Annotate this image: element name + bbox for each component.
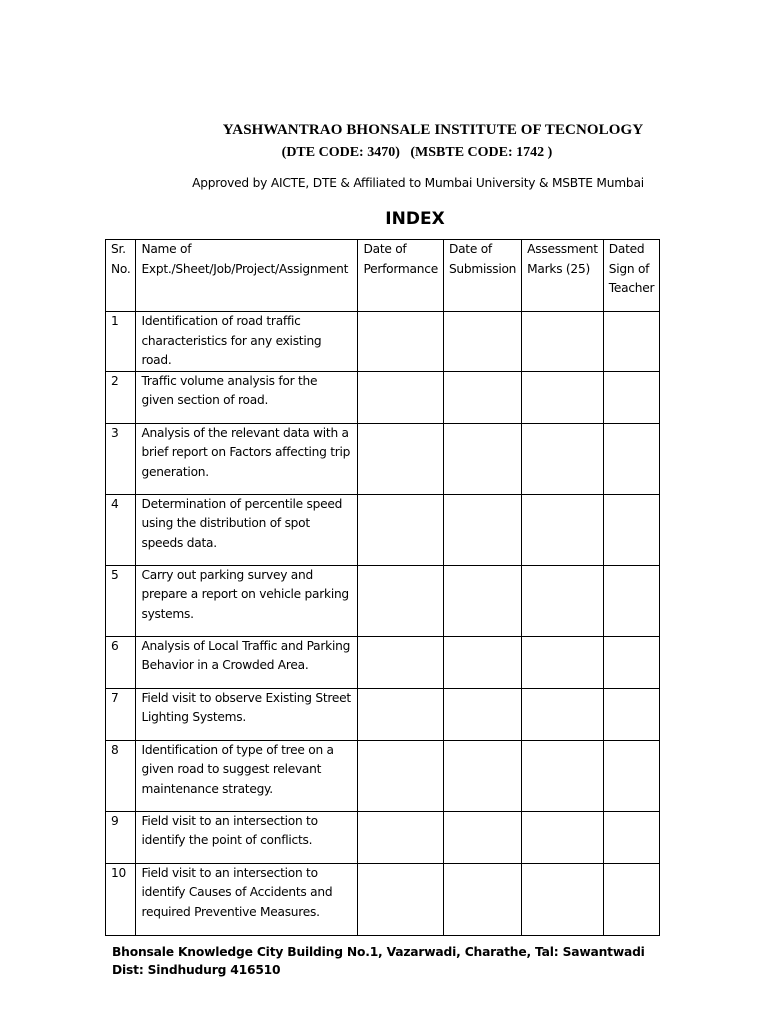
header-date-performance: Date of Performance (358, 240, 443, 312)
header-date-submission: Date of Submission (443, 240, 521, 312)
row-name: Determination of percentile speed using the distribution of spot speeds data. (136, 494, 358, 565)
index-table (105, 239, 660, 936)
row-sr-no: 6 (106, 636, 136, 688)
row-name: Field visit to an intersection to identify the point of conflicts. (136, 811, 358, 863)
cell-date-submission[interactable] (443, 863, 521, 935)
row-sr-no: 2 (106, 371, 136, 423)
footer-address: Bhonsale Knowledge City Building No.1, Vazarwadi, Charathe, Tal: Sawantwadi Dist: Sindhudurg 416510 (112, 945, 645, 977)
row-sr-no: 9 (106, 811, 136, 863)
header-assessment-marks: Assessment Marks (25) (522, 240, 604, 312)
row-name: Traffic volume analysis for the given section of road. (136, 371, 358, 423)
table-row (106, 494, 660, 565)
cell-assessment-marks[interactable] (522, 636, 604, 688)
cell-teacher-sign[interactable] (603, 688, 660, 740)
cell-assessment-marks[interactable] (522, 740, 604, 811)
cell-date-submission[interactable] (443, 565, 521, 636)
institute-name: YASHWANTRAO BHONSALE INSTITUTE OF TECNOLOGY (222, 122, 644, 138)
row-name: Identification of type of tree on a given road to suggest relevant maintenance strategy. (136, 740, 358, 811)
table-row (106, 312, 660, 372)
cell-date-performance[interactable] (358, 740, 443, 811)
cell-date-performance[interactable] (358, 494, 443, 565)
cell-date-submission[interactable] (443, 371, 521, 423)
cell-date-submission[interactable] (443, 494, 521, 565)
cell-assessment-marks[interactable] (522, 688, 604, 740)
cell-teacher-sign[interactable] (603, 423, 660, 494)
cell-teacher-sign[interactable] (603, 811, 660, 863)
cell-assessment-marks[interactable] (522, 312, 604, 372)
row-name: Analysis of the relevant data with a brief report on Factors affecting trip generation. (136, 423, 358, 494)
table-row (106, 423, 660, 494)
approval-line: Approved by AICTE, DTE & Affiliated to Mumbai University & MSBTE Mumbai (192, 176, 644, 190)
row-sr-no: 10 (106, 863, 136, 935)
cell-date-performance[interactable] (358, 636, 443, 688)
cell-date-submission[interactable] (443, 811, 521, 863)
cell-date-performance[interactable] (358, 423, 443, 494)
table-row (106, 371, 660, 423)
index-title: INDEX (385, 209, 445, 229)
cell-teacher-sign[interactable] (603, 740, 660, 811)
cell-date-submission[interactable] (443, 740, 521, 811)
table-row (106, 863, 660, 935)
table-row (106, 811, 660, 863)
header-name: Name of Expt./Sheet/Job/Project/Assignment (136, 240, 358, 312)
row-name: Field visit to observe Existing Street Lighting Systems. (136, 688, 358, 740)
cell-date-performance[interactable] (358, 565, 443, 636)
table-row (106, 565, 660, 636)
row-name: Field visit to an intersection to identify Causes of Accidents and required Preventive Measures. (136, 863, 358, 935)
cell-teacher-sign[interactable] (603, 312, 660, 372)
header-sr-no: Sr. No. (106, 240, 136, 312)
cell-date-performance[interactable] (358, 688, 443, 740)
cell-assessment-marks[interactable] (522, 863, 604, 935)
row-name: Identification of road traffic characteristics for any existing road. (136, 312, 358, 372)
table-header-row (106, 240, 660, 312)
header-teacher-sign: Dated Sign of Teacher (603, 240, 660, 312)
row-name: Analysis of Local Traffic and Parking Behavior in a Crowded Area. (136, 636, 358, 688)
cell-date-submission[interactable] (443, 312, 521, 372)
cell-teacher-sign[interactable] (603, 636, 660, 688)
cell-teacher-sign[interactable] (603, 371, 660, 423)
institute-codes: (DTE CODE: 3470) (MSBTE CODE: 1742 ) (281, 145, 553, 160)
cell-teacher-sign[interactable] (603, 494, 660, 565)
row-sr-no: 3 (106, 423, 136, 494)
table-row (106, 636, 660, 688)
cell-assessment-marks[interactable] (522, 423, 604, 494)
table-row (106, 740, 660, 811)
cell-date-submission[interactable] (443, 636, 521, 688)
row-name: Carry out parking survey and prepare a report on vehicle parking systems. (136, 565, 358, 636)
row-sr-no: 1 (106, 312, 136, 372)
row-sr-no: 5 (106, 565, 136, 636)
cell-assessment-marks[interactable] (522, 371, 604, 423)
cell-date-performance[interactable] (358, 863, 443, 935)
table-row (106, 688, 660, 740)
cell-teacher-sign[interactable] (603, 565, 660, 636)
row-sr-no: 4 (106, 494, 136, 565)
cell-date-submission[interactable] (443, 423, 521, 494)
cell-assessment-marks[interactable] (522, 565, 604, 636)
cell-assessment-marks[interactable] (522, 494, 604, 565)
cell-date-performance[interactable] (358, 312, 443, 372)
cell-date-performance[interactable] (358, 811, 443, 863)
cell-date-performance[interactable] (358, 371, 443, 423)
row-sr-no: 8 (106, 740, 136, 811)
cell-teacher-sign[interactable] (603, 863, 660, 935)
row-sr-no: 7 (106, 688, 136, 740)
cell-date-submission[interactable] (443, 688, 521, 740)
cell-assessment-marks[interactable] (522, 811, 604, 863)
